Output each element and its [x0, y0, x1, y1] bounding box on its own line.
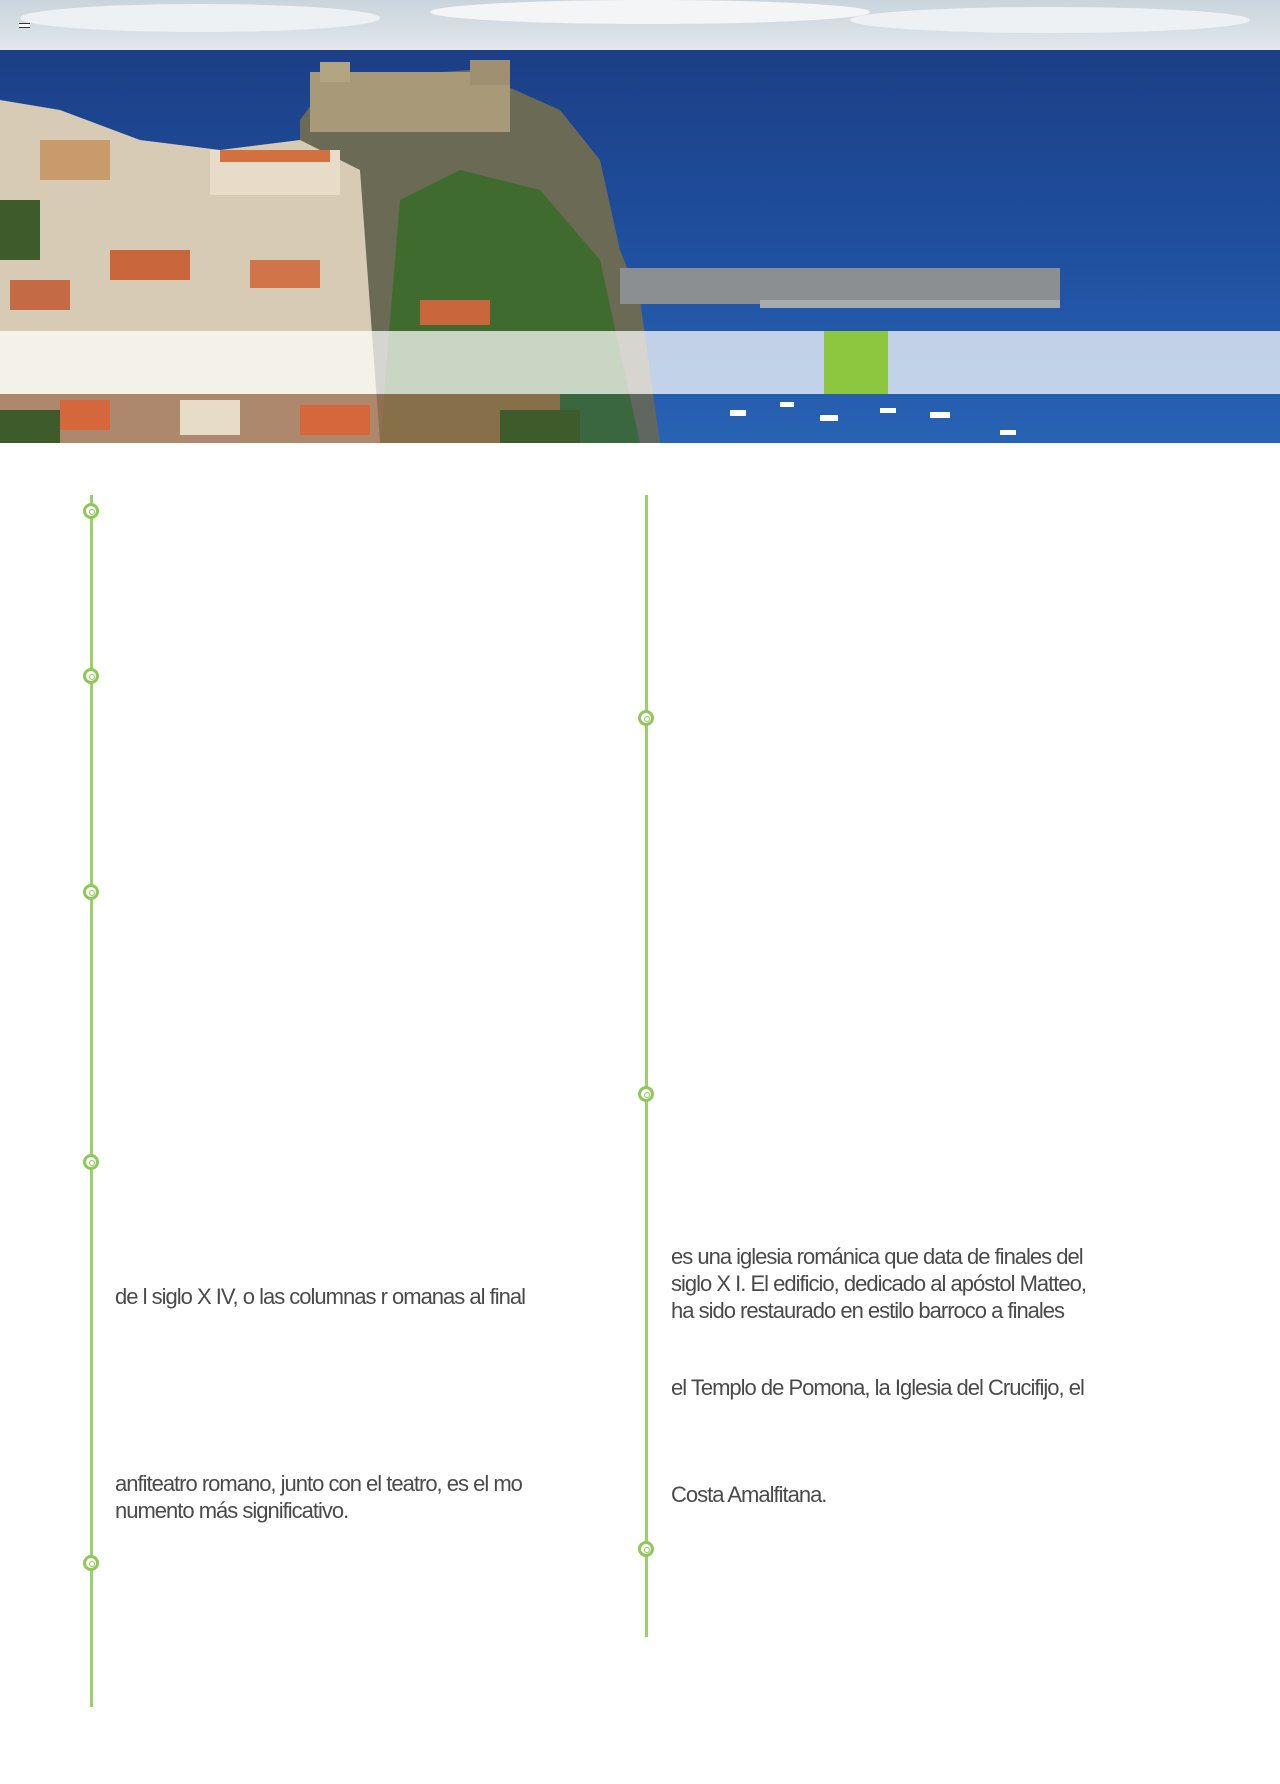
right-paragraph-3	[671, 1481, 1171, 1508]
green-square	[824, 331, 888, 394]
timeline-dot	[638, 1086, 654, 1102]
hero-image	[0, 0, 1280, 443]
text-line: el Templo de Pomona, la Iglesia del Crucifijo, el	[671, 1375, 1084, 1400]
left-paragraph-2	[115, 1470, 615, 1524]
page-marker	[19, 23, 30, 28]
coastal-town-illustration	[0, 0, 1280, 443]
timeline-dot	[83, 668, 99, 684]
timeline-dot	[638, 1541, 654, 1557]
text-line: siglo X I. El edificio, dedicado al apóstol Matteo,	[671, 1271, 1086, 1296]
text-line: Costa Amalfitana.	[671, 1482, 827, 1507]
timeline-dot	[83, 1154, 99, 1170]
right-timeline	[645, 495, 648, 1637]
timeline-dot	[638, 710, 654, 726]
right-paragraph-2	[671, 1374, 1171, 1401]
text-line: de l siglo X IV, o las columnas r omanas al final	[115, 1284, 525, 1309]
timeline-dot	[83, 1555, 99, 1571]
timeline-dot	[83, 503, 99, 519]
text-line: numento más significativo.	[115, 1498, 349, 1523]
text-line: anfiteatro romano, junto con el teatro, es el mo	[115, 1471, 522, 1496]
text-line: ha sido restaurado en estilo barroco a finales	[671, 1298, 1065, 1323]
right-paragraph-1	[671, 1243, 1171, 1324]
timeline-dot	[83, 884, 99, 900]
text-line: es una iglesia románica que data de finales del	[671, 1244, 1083, 1269]
left-paragraph-1	[115, 1283, 615, 1310]
